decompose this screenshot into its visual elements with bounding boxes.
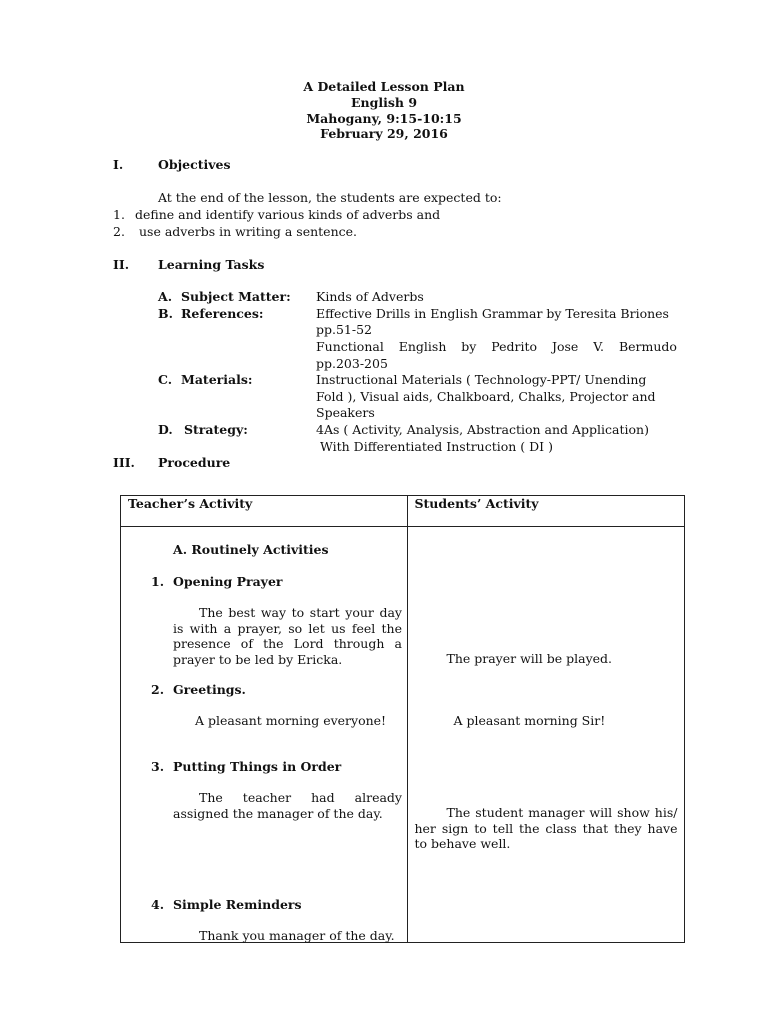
materials-label: Materials: bbox=[181, 372, 253, 387]
objective-text-2: use adverbs in writing a sentence. bbox=[139, 224, 357, 239]
objectives-numeral: I. bbox=[113, 157, 124, 172]
table-row bbox=[121, 527, 685, 943]
reference-1-pages: pp.51-52 bbox=[316, 322, 373, 337]
reminders-number: 4. bbox=[151, 897, 165, 912]
putting-order-title: Putting Things in Order bbox=[173, 759, 342, 774]
greetings-title: Greetings. bbox=[173, 682, 246, 697]
reference-2-word: Pedrito bbox=[491, 339, 538, 354]
reminders-teacher-text: Thank you manager of the day. bbox=[199, 928, 395, 943]
strategy-line-2: With Differentiated Instruction ( DI ) bbox=[320, 439, 553, 454]
strategy-letter: D. bbox=[158, 422, 173, 437]
learning-tasks-numeral: II. bbox=[113, 257, 130, 272]
objective-text-1: define and identify various kinds of adverbs and bbox=[135, 207, 441, 222]
routinely-activities-heading: A. Routinely Activities bbox=[173, 542, 329, 557]
subject-matter-letter: A. bbox=[158, 289, 173, 304]
date-line: February 29, 2016 bbox=[320, 126, 448, 141]
references-letter: B. bbox=[158, 306, 173, 321]
greetings-student-text: A pleasant morning Sir! bbox=[453, 713, 606, 728]
strategy-line-1: 4As ( Activity, Analysis, Abstraction and Application) bbox=[316, 422, 649, 437]
reminders-title: Simple Reminders bbox=[173, 897, 302, 912]
reference-2-pages: pp.203-205 bbox=[316, 356, 388, 371]
opening-prayer-number: 1. bbox=[151, 574, 165, 589]
putting-order-student-text: The student manager will show his/ her sign to tell the class that they have to behave well. bbox=[414, 805, 678, 851]
table-header-row bbox=[121, 496, 685, 527]
reference-2 bbox=[316, 339, 677, 354]
materials-letter: C. bbox=[158, 372, 173, 387]
subject-matter-label: Subject Matter: bbox=[181, 289, 291, 304]
materials-line-3: Speakers bbox=[316, 405, 375, 420]
reference-2-word: Functional bbox=[316, 339, 384, 354]
references-label: References: bbox=[181, 306, 264, 321]
objectives-intro: At the end of the lesson, the students are expected to: bbox=[158, 190, 502, 205]
greetings-number: 2. bbox=[151, 682, 165, 697]
strategy-label: Strategy: bbox=[184, 422, 248, 437]
reference-2-word: English bbox=[398, 339, 447, 354]
reference-2-word: V. bbox=[593, 339, 605, 354]
students-activity-cell bbox=[408, 527, 685, 943]
putting-order-teacher-text: The teacher had already assigned the manager of the day. bbox=[173, 790, 402, 821]
subject-matter-value: Kinds of Adverbs bbox=[316, 289, 424, 304]
prayer-student-text: The prayer will be played. bbox=[446, 651, 613, 666]
reference-2-word: Bermudo bbox=[618, 339, 677, 354]
greetings-teacher-text: A pleasant morning everyone! bbox=[195, 713, 387, 728]
section-time-line: Mahogany, 9:15-10:15 bbox=[306, 111, 462, 126]
teacher-activity-header: Teacher’s Activity bbox=[128, 496, 253, 511]
subject-line: English 9 bbox=[350, 95, 418, 110]
materials-line-2: Fold ), Visual aids, Chalkboard, Chalks, Projector and bbox=[316, 389, 656, 404]
students-activity-header: Students’ Activity bbox=[414, 496, 539, 511]
procedure-heading: Procedure bbox=[158, 455, 231, 470]
lesson-plan-title: A Detailed Lesson Plan bbox=[303, 79, 465, 94]
objective-number-1: 1. bbox=[113, 207, 125, 222]
procedure-numeral: III. bbox=[113, 455, 135, 470]
materials-line-1: Instructional Materials ( Technology-PPT/ Unending bbox=[316, 372, 647, 387]
objectives-heading: Objectives bbox=[158, 157, 231, 172]
opening-prayer-title: Opening Prayer bbox=[173, 574, 283, 589]
procedure-table bbox=[120, 495, 685, 943]
opening-prayer-teacher-text: The best way to start your day is with a prayer, so let us feel the presence of the Lord through a prayer to be led by Ericka. bbox=[173, 605, 402, 667]
reference-1: Effective Drills in English Grammar by Teresita Briones bbox=[316, 306, 669, 321]
teacher-activity-cell bbox=[121, 527, 408, 943]
learning-tasks-heading: Learning Tasks bbox=[158, 257, 265, 272]
putting-order-number: 3. bbox=[151, 759, 165, 774]
reference-2-word: by bbox=[461, 339, 477, 354]
objective-number-2: 2. bbox=[113, 224, 125, 239]
reference-2-word: Jose bbox=[551, 339, 579, 354]
